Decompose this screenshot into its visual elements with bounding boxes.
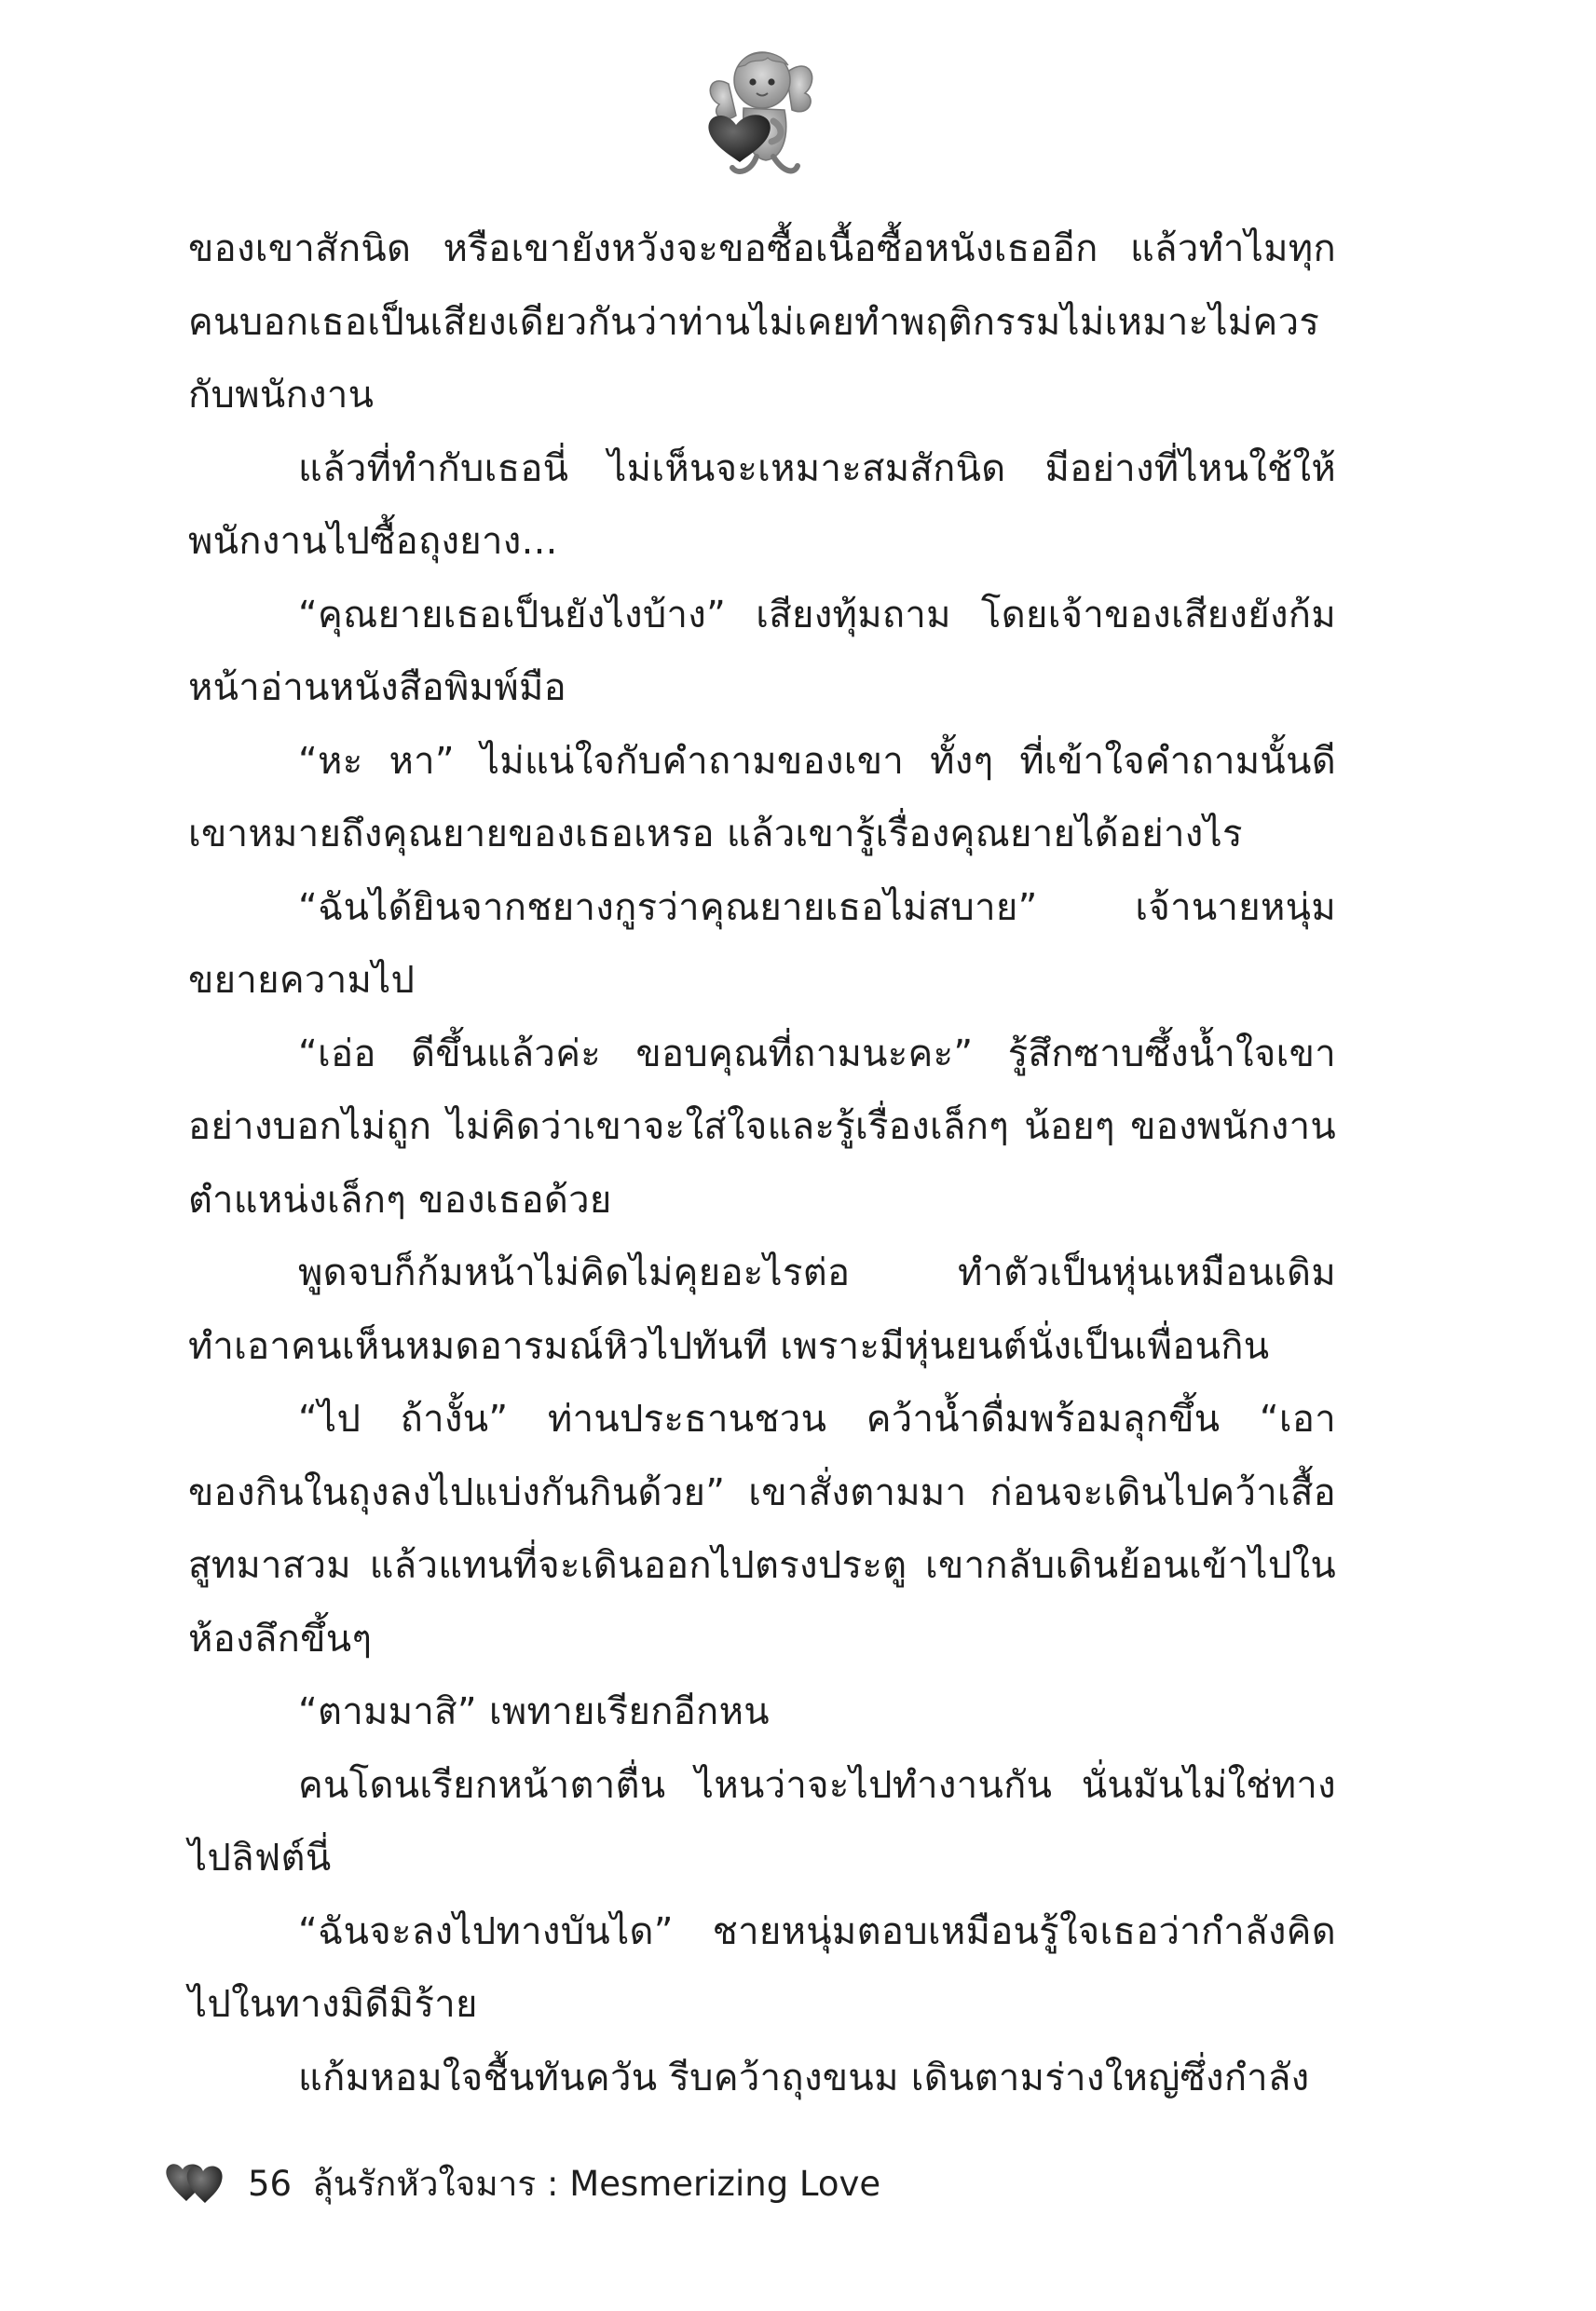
page-footer bbox=[166, 2151, 1004, 2216]
paragraph: “ตามมาสิ” เพทายเรียกอีกหน bbox=[298, 1690, 770, 1733]
book-title: ลุ้นรักหัวใจมาร : Mesmerizing Love bbox=[312, 2163, 881, 2204]
paragraph: “เอ่อ ดีขึ้นแล้วค่ะ ขอบคุณที่ถามนะคะ” รู้สึกซาบซึ้งน้ำใจเขาอย่างบอกไม่ถูก ไม่คิดว่าเขาจะใส่ใจและรู้เรื่องเล็กๆ น้อยๆ ของพนักงานตำแหน่งเล็กๆ ของเธอด้วย bbox=[188, 1032, 1336, 1222]
double-heart-icon bbox=[166, 2158, 224, 2208]
paragraph: “หะ หา” ไม่แน่ใจกับคำถามของเขา ทั้งๆ ที่เข้าใจคำถามนั้นดี เขาหมายถึงคุณยายของเธอเหรอ แล้วเขารู้เรื่องคุณยายได้อย่างไร bbox=[188, 739, 1336, 855]
paragraph: “คุณยายเธอเป็นยังไงบ้าง” เสียงทุ้มถาม โดยเจ้าของเสียงยังก้มหน้าอ่านหนังสือพิมพ์มือ bbox=[188, 593, 1336, 709]
paragraph: พูดจบก็ก้มหน้าไม่คิดไม่คุยอะไรต่อ ทำตัวเป็นหุ่นเหมือนเดิม ทำเอาคนเห็นหมดอารมณ์หิวไปทันที เพราะมีหุ่นยนต์นั่งเป็นเพื่อนกิน bbox=[188, 1251, 1336, 1368]
paragraph: “ฉันจะลงไปทางบันได” ชายหนุ่มตอบเหมือนรู้ใจเธอว่ากำลังคิดไปในทางมิดีมิร้าย bbox=[188, 1909, 1336, 2026]
paragraph: คนโดนเรียกหน้าตาตื่น ไหนว่าจะไปทำงานกัน นั่นมันไม่ใช่ทางไปลิฟต์นี่ bbox=[188, 1763, 1336, 1880]
page-number: 56 bbox=[248, 2163, 293, 2204]
paragraph: “ไป ถ้างั้น” ท่านประธานชวน คว้าน้ำดื่มพร้อมลุกขึ้น “เอาของกินในถุงลงไปแบ่งกันกินด้วย” เขาสั่งตามมา ก่อนจะเดินไปคว้าเสื้อสูทมาสวม แล้วแทนที่จะเดินออกไปตรงประตู เขากลับเดินย้อนเข้าไปในห้องลึกขึ้นๆ bbox=[188, 1398, 1336, 1661]
paragraph: แล้วที่ทำกับเธอนี่ ไม่เห็นจะเหมาะสมสักนิด มีอย่างที่ไหนใช้ให้พนักงานไปซื้อถุงยาง... bbox=[188, 446, 1336, 563]
paragraph: ของเขาสักนิด หรือเขายังหวังจะขอซื้อเนื้อซื้อหนังเธออีก แล้วทำไมทุกคนบอกเธอเป็นเสียงเดียวกันว่าท่านไม่เคยทำพฤติกรรมไม่เหมาะไม่ควรกับพนักงาน bbox=[188, 227, 1336, 417]
body-text bbox=[188, 212, 1336, 2114]
cupid-with-heart-icon bbox=[701, 35, 822, 185]
footer-text bbox=[248, 2156, 880, 2211]
paragraph: แก้มหอมใจชื้นทันควัน รีบคว้าถุงขนม เดินตามร่างใหญ่ซึ่งกำลัง bbox=[298, 2056, 1310, 2099]
paragraph: “ฉันได้ยินจากชยางกูรว่าคุณยายเธอไม่สบาย” เจ้านายหนุ่มขยายความไป bbox=[188, 885, 1336, 1002]
